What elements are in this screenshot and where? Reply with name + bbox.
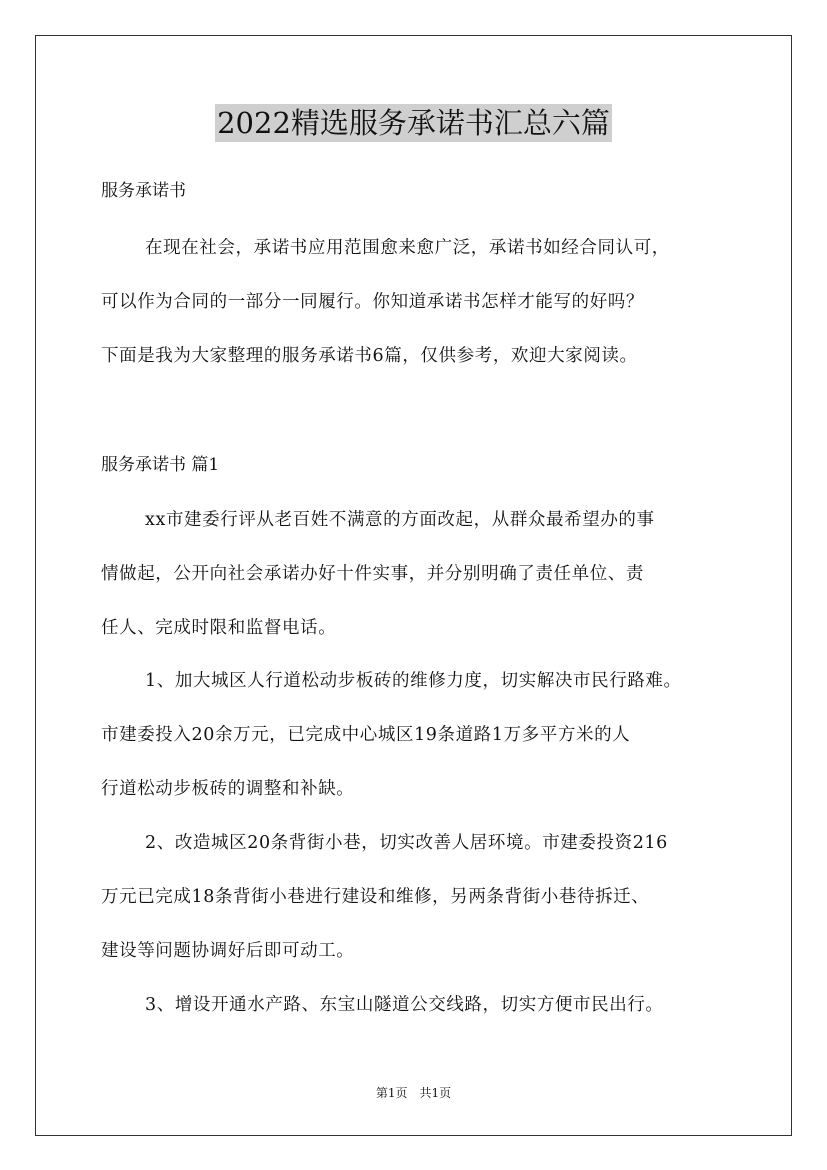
body-line: 3、增设开通水产路、东宝山隧道公交线路，切实方便市民出行。 — [145, 995, 664, 1015]
body-line: 2、改造城区20条背街小巷，切实改善人居环境。市建委投资216 — [145, 833, 668, 853]
intro-line: 下面是我为大家整理的服务承诺书6篇，仅供参考，欢迎大家阅读。 — [101, 346, 638, 366]
body-line: 建设等问题协调好后即可动工。 — [101, 941, 355, 961]
body-line: 行道松动步板砖的调整和补缺。 — [101, 779, 355, 799]
body-line: 1、加大城区人行道松动步板砖的维修力度，切实解决市民行路难。 — [145, 671, 682, 691]
page-number: 第1页 共1页 — [375, 1086, 452, 1100]
body-line: 万元已完成18条背街小巷进行建设和维修，另两条背街小巷待拆迁、 — [101, 887, 650, 907]
body-line: xx市建委行评从老百姓不满意的方面改起，从群众最希望办的事 — [145, 510, 655, 530]
body-line: 市建委投入20余万元，已完成中心城区19条道路1万多平方米的人 — [101, 725, 631, 745]
body-line: 情做起，公开向社会承诺办好十件实事，并分别明确了责任单位、责 — [101, 564, 644, 584]
article-heading: 服务承诺书 篇1 — [101, 455, 220, 475]
intro-line: 可以作为合同的一部分一同履行。你知道承诺书怎样才能写的好吗？ — [101, 292, 644, 312]
title-container — [0, 104, 827, 142]
body-line: 任人、完成时限和监督电话。 — [101, 618, 337, 638]
intro-line: 在现在社会，承诺书应用范围愈来愈广泛，承诺书如经合同认可， — [145, 238, 670, 258]
section-heading: 服务承诺书 — [101, 181, 186, 201]
document-title: 2022精选服务承诺书汇总六篇 — [217, 106, 610, 140]
